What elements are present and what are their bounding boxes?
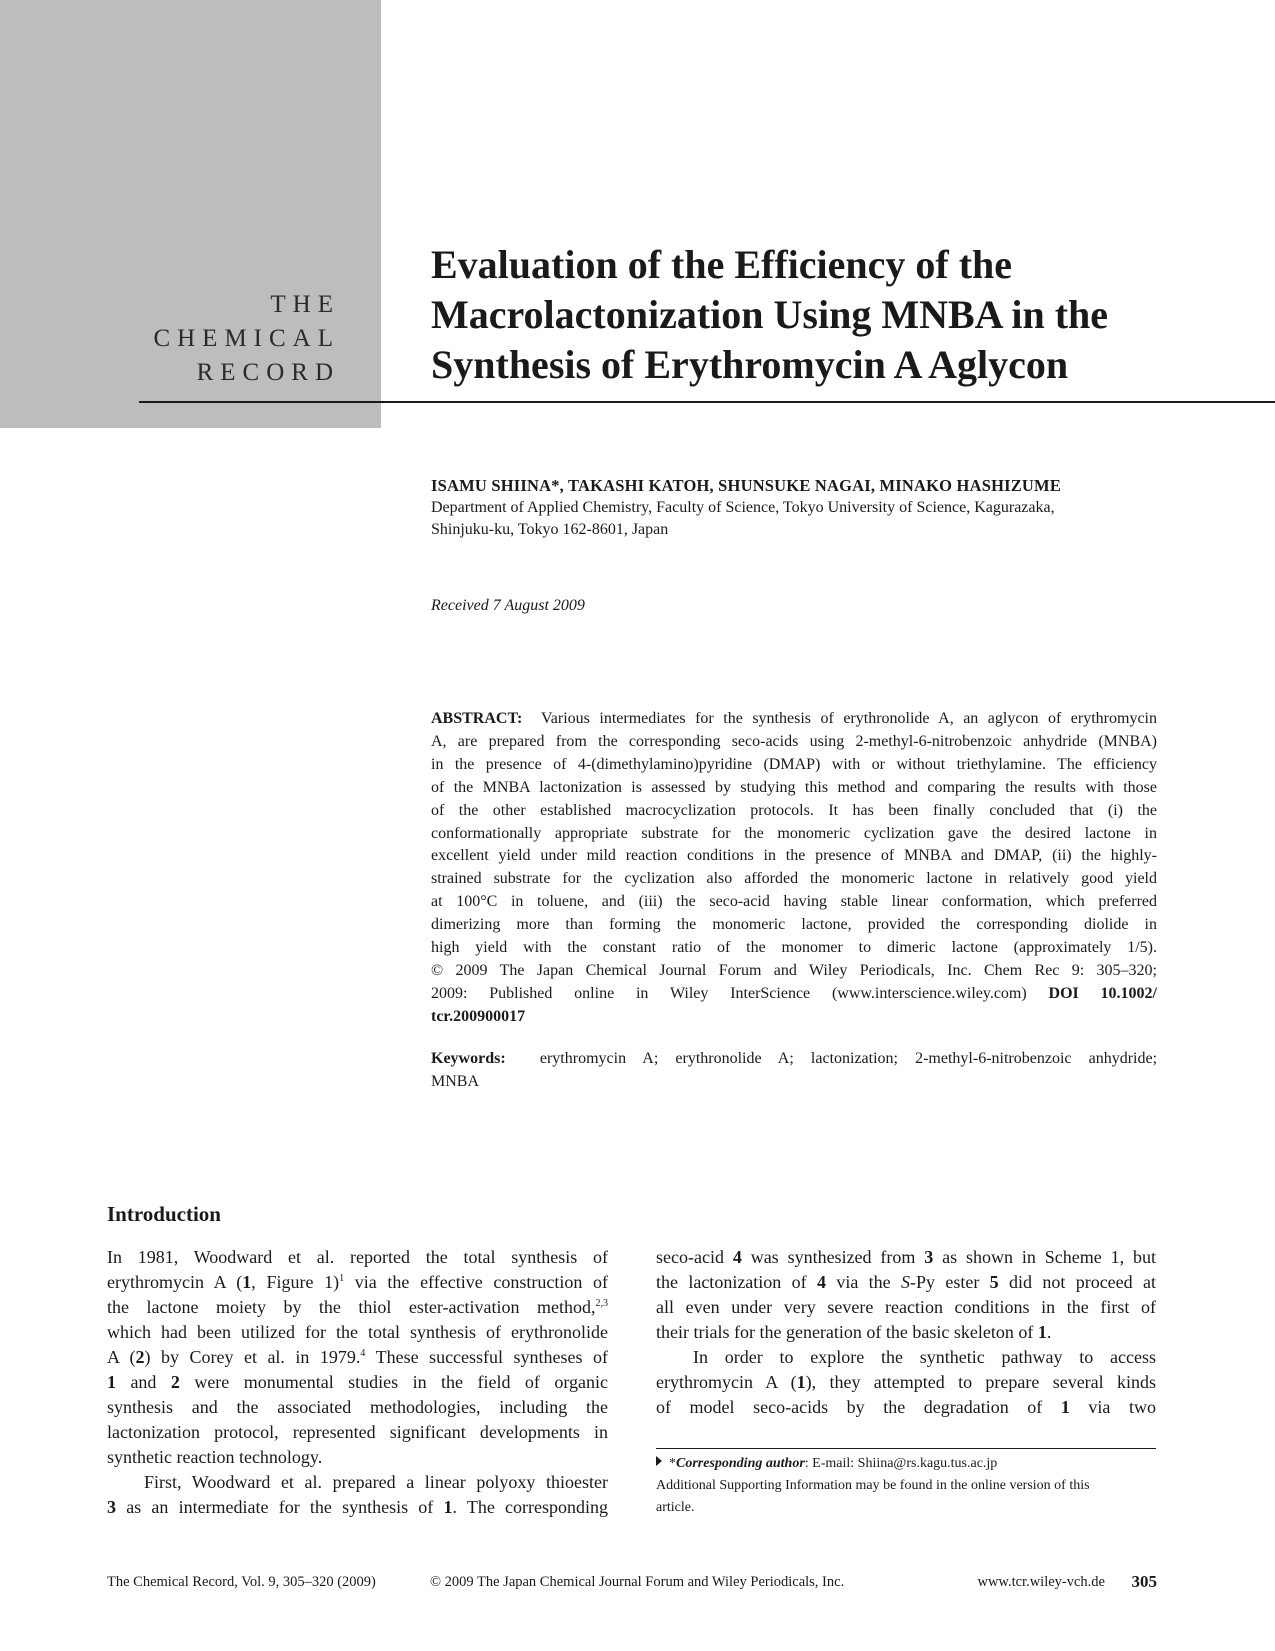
affiliation-line: Department of Applied Chemistry, Faculty of Science, Tokyo University of Science, Kagurazaka, <box>431 499 1055 516</box>
masthead-line: RECORD <box>196 359 340 386</box>
journal-masthead <box>153 288 340 390</box>
footer-copyright: © 2009 The Japan Chemical Journal Forum and Wiley Periodicals, Inc. <box>430 1574 845 1590</box>
abstract-line: 2009: Published online in Wiley InterScience (www.interscience.wiley.com) DOI 10.1002/ <box>431 984 1157 1002</box>
body-line: erythromycin A (1, Figure 1)$^1$ via the effective construction of <box>107 1272 608 1292</box>
citation[interactable]: 4 <box>360 1348 366 1359</box>
abstract-label: ABSTRACT: <box>431 710 523 727</box>
citation[interactable]: 1 <box>339 1273 345 1284</box>
abstract-line: excellent yield under mild reaction conditions in the presence of MNBA and DMAP, (ii) the highly- <box>431 847 1157 865</box>
abstract-line: of the other established macrocyclization protocols. It has been finally concluded that (i) the <box>431 801 1157 819</box>
body-line: 1 and 2 were monumental studies in the field of organic <box>107 1372 608 1392</box>
body-line: A (2) by Corey et al. in 1979.$^4$ These successful syntheses of <box>107 1347 609 1367</box>
abstract-line: in the presence of 4-(dimethylamino)pyridine (DMAP) with or without triethylamine. The efficiency <box>431 755 1157 773</box>
abstract-line: © 2009 The Japan Chemical Journal Forum and Wiley Periodicals, Inc. Chem Rec 9: 305–320; <box>431 961 1157 979</box>
doi-link[interactable]: DOI 10.1002/ <box>1048 984 1157 1002</box>
footnote-line: article. <box>656 1500 695 1515</box>
body-line: In order to explore the synthetic pathway to access <box>693 1347 1156 1367</box>
keywords <box>431 1047 1157 1093</box>
keywords-line: MNBA <box>431 1073 480 1090</box>
abstract-line: A, are prepared from the corresponding seco-acids using 2-methyl-6-nitrobenzoic anhydride (MNBA) <box>431 732 1157 750</box>
title-line: Synthesis of Erythromycin A Aglycon <box>431 342 1069 387</box>
body-line: 3 as an intermediate for the synthesis of 1. The corresponding <box>107 1497 608 1517</box>
body-line: erythromycin A (1), they attempted to prepare several kinds <box>656 1372 1156 1392</box>
body-line: synthetic reaction technology. <box>107 1447 323 1467</box>
body-column-left <box>107 1245 608 1520</box>
title-line: Evaluation of the Efficiency of the <box>431 242 1013 287</box>
masthead-line: CHEMICAL <box>153 325 340 352</box>
body-line: synthesis and the associated methodologies, including the <box>107 1397 608 1417</box>
footer-journal: The Chemical Record, Vol. 9, 305–320 (2009) <box>107 1574 376 1590</box>
abstract-line: dimerizing more than forming the monomeric lactone, provided the corresponding diolide in <box>431 916 1157 934</box>
body-line: the lactone moiety by the thiol ester-activation method,$^{2,3}$ <box>107 1297 608 1317</box>
author-list: ISAMU SHIINA*, TAKASHI KATOH, SHUNSUKE NAGAI, MINAKO HASHIZUME <box>431 476 1062 495</box>
body-line: which had been utilized for the total synthesis of erythronolide <box>107 1322 608 1342</box>
citation[interactable]: 2,3 <box>595 1298 608 1309</box>
body-column-right <box>656 1245 1156 1420</box>
footnote-label: Corresponding author <box>676 1456 805 1471</box>
abstract-line <box>431 1006 1157 1029</box>
body-line: the lactonization of 4 via the S-Py ester 5 did not proceed at <box>656 1272 1156 1292</box>
footnote-line: *Corresponding author: E-mail: Shiina@rs.kagu.tus.ac.jp <box>656 1453 1156 1475</box>
body-line: seco-acid 4 was synthesized from 3 as shown in Scheme 1, but <box>656 1247 1156 1267</box>
affiliation-line: Shinjuku-ku, Tokyo 162-8601, Japan <box>431 521 669 538</box>
keywords-label: Keywords: <box>431 1050 506 1067</box>
body-line: First, Woodward et al. prepared a linear polyoxy thioester <box>144 1472 608 1492</box>
footnote-line: Additional Supporting Information may be found in the online version of this <box>656 1478 1090 1493</box>
affiliation <box>431 497 1151 541</box>
title-line: Macrolactonization Using MNBA in the <box>431 292 1109 337</box>
abstract-line: high yield with the constant ratio of the monomer to dimeric lactone (approximately 1/5). <box>431 939 1157 957</box>
body-line: all even under very severe reaction conditions in the first of <box>656 1297 1156 1317</box>
abstract-line: strained substrate for the cyclization also afforded the monomeric lactone in relatively good yield <box>431 870 1157 888</box>
footnote-rule <box>656 1448 1156 1449</box>
abstract-line: ABSTRACT: Various intermediates for the synthesis of erythronolide A, an aglycon of erythromycin <box>431 710 1157 727</box>
header-rule <box>139 401 1275 403</box>
article-title <box>431 240 1231 390</box>
page-number: 305 <box>1131 1572 1157 1591</box>
body-line: their trials for the generation of the basic skeleton of 1. <box>656 1322 1052 1342</box>
keywords-line: Keywords: erythromycin A; erythronolide A; lactonization; 2-methyl-6-nitrobenzoic anhydride; <box>431 1050 1158 1067</box>
body-line: In 1981, Woodward et al. reported the total synthesis of <box>107 1247 608 1267</box>
abstract-line: conformationally appropriate substrate for the monomeric cyclization gave the desired lactone in <box>431 824 1157 842</box>
received-date: Received 7 August 2009 <box>431 597 585 614</box>
footnote-email[interactable]: : E-mail: Shiina@rs.kagu.tus.ac.jp <box>804 1456 998 1471</box>
abstract-line: at 100°C in toluene, and (iii) the seco-acid having stable linear conformation, which preferred <box>431 893 1157 911</box>
abstract-line: of the MNBA lactonization is assessed by studying this method and comparing the results with those <box>431 778 1157 796</box>
masthead-line: THE <box>270 291 340 318</box>
section-heading: Introduction <box>107 1202 221 1226</box>
doi-link-cont[interactable]: tcr.200900017 <box>431 1007 526 1025</box>
footer-url[interactable]: www.tcr.wiley-vch.de <box>977 1574 1105 1590</box>
body-line: of model seco-acids by the degradation of 1 via two <box>656 1397 1156 1417</box>
footnote <box>656 1453 1156 1519</box>
abstract <box>431 708 1157 1029</box>
triangle-bullet-icon <box>656 1456 662 1466</box>
body-line: lactonization protocol, represented significant developments in <box>107 1422 608 1442</box>
